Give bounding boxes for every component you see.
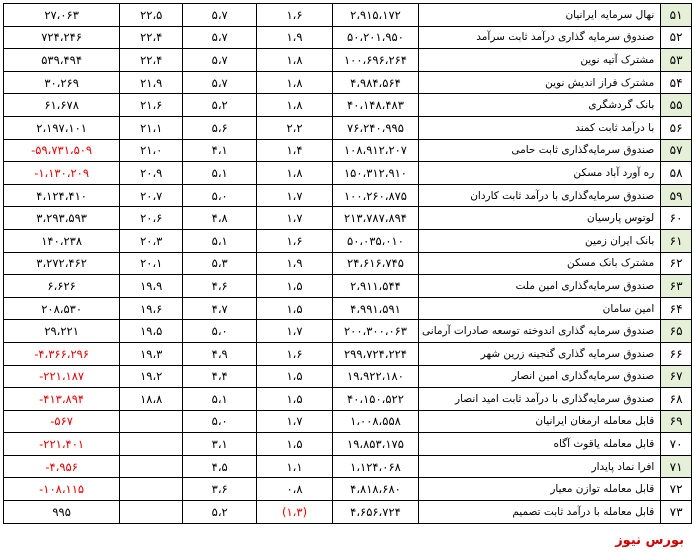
month-return-cell: ۱،۶ bbox=[257, 342, 333, 365]
return-value-cell: ۶،۶۲۶ bbox=[4, 275, 120, 298]
row-index-cell: ۷۳ bbox=[661, 501, 692, 524]
quarter-return-cell: ۵،۷ bbox=[183, 4, 257, 27]
month-return-cell: ۱،۵ bbox=[257, 365, 333, 388]
annual-return-cell: ۲۲،۵ bbox=[120, 4, 183, 27]
quarter-return-cell: ۵،۷ bbox=[183, 26, 257, 49]
month-return-cell: ۱،۸ bbox=[257, 162, 333, 185]
month-return-cell: ۱،۵ bbox=[257, 275, 333, 298]
fund-name-cell: صندوق سرمایه‌گذاری امین ملت bbox=[419, 275, 661, 298]
month-return-cell: (۱،۳) bbox=[257, 501, 333, 524]
quarter-return-cell: ۴،۹ bbox=[183, 342, 257, 365]
table-row bbox=[4, 26, 692, 49]
annual-return-cell: ۱۹،۶ bbox=[120, 297, 183, 320]
nav-cell: ۲۹۹،۷۲۴،۲۲۴ bbox=[332, 342, 418, 365]
quarter-return-cell: ۴،۷ bbox=[183, 297, 257, 320]
annual-return-cell: ۲۲،۴ bbox=[120, 26, 183, 49]
fund-name-cell: مشترک بانک مسکن bbox=[419, 252, 661, 275]
annual-return-cell bbox=[120, 455, 183, 478]
quarter-return-cell: ۵،۰ bbox=[183, 410, 257, 433]
annual-return-cell: ۱۸،۸ bbox=[120, 388, 183, 411]
quarter-return-cell: ۵،۶ bbox=[183, 116, 257, 139]
return-value-cell: -۵۶۷ bbox=[4, 410, 120, 433]
table-row bbox=[4, 410, 692, 433]
table-row bbox=[4, 297, 692, 320]
fund-name-cell: صندوق سرمایه‌گذاری با درآمد ثابت امید انصار bbox=[419, 388, 661, 411]
nav-cell: ۵۰،۰۳۵،۰۱۰ bbox=[332, 229, 418, 252]
return-value-cell: ۴،۱۲۴،۴۱۰ bbox=[4, 184, 120, 207]
month-return-cell: ۱،۸ bbox=[257, 49, 333, 72]
return-value-cell: ۵۳۹،۴۹۴ bbox=[4, 49, 120, 72]
return-value-cell: -۱،۱۳۰،۲۰۹ bbox=[4, 162, 120, 185]
fund-name-cell: لوتوس پارسیان bbox=[419, 207, 661, 230]
fund-name-cell: قابل معامله یاقوت آگاه bbox=[419, 433, 661, 456]
row-index-cell: ۶۸ bbox=[661, 388, 692, 411]
fund-name-cell: مشترک فراز اندیش نوین bbox=[419, 71, 661, 94]
table-row bbox=[4, 455, 692, 478]
nav-cell: ۱۰۰،۶۹۶،۲۶۴ bbox=[332, 49, 418, 72]
nav-cell: ۲۰۰،۳۰۰،۰۶۳ bbox=[332, 320, 418, 343]
quarter-return-cell: ۵،۷ bbox=[183, 49, 257, 72]
row-index-cell: ۵۴ bbox=[661, 71, 692, 94]
annual-return-cell: ۲۰،۳ bbox=[120, 229, 183, 252]
row-index-cell: ۶۵ bbox=[661, 320, 692, 343]
table-row bbox=[4, 71, 692, 94]
row-index-cell: ۶۲ bbox=[661, 252, 692, 275]
table-row bbox=[4, 275, 692, 298]
quarter-return-cell: ۵،۲ bbox=[183, 94, 257, 117]
quarter-return-cell: ۳،۶ bbox=[183, 478, 257, 501]
month-return-cell: ۲،۲ bbox=[257, 116, 333, 139]
table-row bbox=[4, 433, 692, 456]
return-value-cell: -۲۲۱،۴۰۱ bbox=[4, 433, 120, 456]
return-value-cell: -۴۱۳،۸۹۴ bbox=[4, 388, 120, 411]
month-return-cell: ۱،۸ bbox=[257, 94, 333, 117]
row-index-cell: ۶۱ bbox=[661, 229, 692, 252]
month-return-cell: ۱،۸ bbox=[257, 71, 333, 94]
quarter-return-cell: ۴،۵ bbox=[183, 455, 257, 478]
nav-cell: ۱۹،۸۵۳،۱۷۵ bbox=[332, 433, 418, 456]
row-index-cell: ۷۲ bbox=[661, 478, 692, 501]
row-index-cell: ۶۳ bbox=[661, 275, 692, 298]
return-value-cell: ۲۹،۲۲۱ bbox=[4, 320, 120, 343]
month-return-cell: ۱،۵ bbox=[257, 297, 333, 320]
row-index-cell: ۶۹ bbox=[661, 410, 692, 433]
return-value-cell: ۳۰،۲۶۹ bbox=[4, 71, 120, 94]
table-row bbox=[4, 4, 692, 27]
row-index-cell: ۶۴ bbox=[661, 297, 692, 320]
return-value-cell: ۹۹۵ bbox=[4, 501, 120, 524]
table-row bbox=[4, 252, 692, 275]
row-index-cell: ۷۰ bbox=[661, 433, 692, 456]
fund-name-cell: بانک گردشگری bbox=[419, 94, 661, 117]
return-value-cell: -۵۹،۷۳۱،۵۰۹ bbox=[4, 139, 120, 162]
row-index-cell: ۷۱ bbox=[661, 455, 692, 478]
nav-cell: ۴،۶۵۶،۷۲۴ bbox=[332, 501, 418, 524]
return-value-cell: ۲۷،۰۶۳ bbox=[4, 4, 120, 27]
month-return-cell: ۱،۷ bbox=[257, 207, 333, 230]
fund-name-cell: صندوق سرمایه گذاری اندوخته توسعه صادرات آرمانی bbox=[419, 320, 661, 343]
return-value-cell: ۱۴۰،۲۳۸ bbox=[4, 229, 120, 252]
nav-cell: ۲،۹۱۵،۱۷۲ bbox=[332, 4, 418, 27]
annual-return-cell: ۲۱،۱ bbox=[120, 116, 183, 139]
row-index-cell: ۵۳ bbox=[661, 49, 692, 72]
return-value-cell: -۱۰۸،۱۱۵ bbox=[4, 478, 120, 501]
nav-cell: ۲،۹۱۱،۵۴۴ bbox=[332, 275, 418, 298]
fund-name-cell: نهال سرمایه ایرانیان bbox=[419, 4, 661, 27]
table-row bbox=[4, 320, 692, 343]
row-index-cell: ۵۹ bbox=[661, 184, 692, 207]
annual-return-cell bbox=[120, 478, 183, 501]
table-row bbox=[4, 501, 692, 524]
annual-return-cell: ۲۱،۹ bbox=[120, 71, 183, 94]
nav-cell: ۱۰۰،۲۶۰،۸۷۵ bbox=[332, 184, 418, 207]
return-value-cell: ۳،۲۷۲،۴۶۲ bbox=[4, 252, 120, 275]
return-value-cell: ۳،۲۹۳،۵۹۳ bbox=[4, 207, 120, 230]
month-return-cell: ۱،۷ bbox=[257, 410, 333, 433]
quarter-return-cell: ۵،۳ bbox=[183, 252, 257, 275]
row-index-cell: ۵۷ bbox=[661, 139, 692, 162]
table-row bbox=[4, 388, 692, 411]
table-row bbox=[4, 365, 692, 388]
month-return-cell: ۱،۷ bbox=[257, 184, 333, 207]
row-index-cell: ۶۷ bbox=[661, 365, 692, 388]
annual-return-cell: ۲۰،۶ bbox=[120, 207, 183, 230]
quarter-return-cell: ۴،۶ bbox=[183, 275, 257, 298]
table-row bbox=[4, 162, 692, 185]
nav-cell: ۴۰،۱۴۸،۴۸۳ bbox=[332, 94, 418, 117]
nav-cell: ۷۶،۲۴۰،۹۹۵ bbox=[332, 116, 418, 139]
fund-name-cell: صندوق سرمایه گذاری درآمد ثابت سرآمد bbox=[419, 26, 661, 49]
row-index-cell: ۶۶ bbox=[661, 342, 692, 365]
fund-name-cell: صندوق سرمایه گذاری گنجینه زرین شهر bbox=[419, 342, 661, 365]
nav-cell: ۱۵۰،۳۱۲،۹۱۰ bbox=[332, 162, 418, 185]
return-value-cell: ۲،۱۹۷،۱۰۱ bbox=[4, 116, 120, 139]
annual-return-cell: ۱۹،۵ bbox=[120, 320, 183, 343]
nav-cell: ۴۰،۱۵۰،۵۲۲ bbox=[332, 388, 418, 411]
month-return-cell: ۱،۶ bbox=[257, 4, 333, 27]
annual-return-cell: ۲۲،۴ bbox=[120, 49, 183, 72]
fund-name-cell: قابل معامله با درآمد ثابت تصمیم bbox=[419, 501, 661, 524]
fund-name-cell: قابل معامله توازن معیار bbox=[419, 478, 661, 501]
row-index-cell: ۶۰ bbox=[661, 207, 692, 230]
month-return-cell: ۱،۱ bbox=[257, 455, 333, 478]
annual-return-cell: ۲۱،۶ bbox=[120, 94, 183, 117]
month-return-cell: ۰،۸ bbox=[257, 478, 333, 501]
return-value-cell: ۶۱،۶۷۸ bbox=[4, 94, 120, 117]
row-index-cell: ۵۸ bbox=[661, 162, 692, 185]
annual-return-cell: ۲۰،۱ bbox=[120, 252, 183, 275]
row-index-cell: ۵۱ bbox=[661, 4, 692, 27]
fund-name-cell: صندوق سرمایه‌گذاری با درآمد ثابت کاردان bbox=[419, 184, 661, 207]
nav-cell: ۴،۸۱۸،۶۸۰ bbox=[332, 478, 418, 501]
brand-logo: بورس نیوز bbox=[615, 533, 684, 548]
table-row bbox=[4, 94, 692, 117]
fund-name-cell: مشترک آتیه نوین bbox=[419, 49, 661, 72]
annual-return-cell: ۲۰،۹ bbox=[120, 162, 183, 185]
month-return-cell: ۱،۴ bbox=[257, 139, 333, 162]
table-row bbox=[4, 478, 692, 501]
quarter-return-cell: ۴،۱ bbox=[183, 139, 257, 162]
return-value-cell: ۷۲۴،۲۴۶ bbox=[4, 26, 120, 49]
table-row bbox=[4, 139, 692, 162]
nav-cell: ۵۰،۲۰۱،۹۵۰ bbox=[332, 26, 418, 49]
fund-name-cell: قابل معامله ارمغان ایرانیان bbox=[419, 410, 661, 433]
quarter-return-cell: ۴،۴ bbox=[183, 365, 257, 388]
nav-cell: ۴،۹۸۴،۵۶۴ bbox=[332, 71, 418, 94]
nav-cell: ۲۱۳،۷۸۷،۸۹۴ bbox=[332, 207, 418, 230]
table-row bbox=[4, 207, 692, 230]
annual-return-cell bbox=[120, 501, 183, 524]
month-return-cell: ۱،۵ bbox=[257, 433, 333, 456]
month-return-cell: ۱،۹ bbox=[257, 26, 333, 49]
return-value-cell: -۴،۹۵۶ bbox=[4, 455, 120, 478]
row-index-cell: ۵۵ bbox=[661, 94, 692, 117]
funds-table bbox=[3, 3, 692, 524]
fund-name-cell: امین سامان bbox=[419, 297, 661, 320]
table-row bbox=[4, 342, 692, 365]
fund-name-cell: صندوق سرمایه‌گذاری ثابت حامی bbox=[419, 139, 661, 162]
month-return-cell: ۱،۶ bbox=[257, 229, 333, 252]
fund-name-cell: با درآمد ثابت کمند bbox=[419, 116, 661, 139]
annual-return-cell: ۱۹،۲ bbox=[120, 365, 183, 388]
month-return-cell: ۱،۷ bbox=[257, 320, 333, 343]
nav-cell: ۱۰۸،۹۱۲،۲۰۷ bbox=[332, 139, 418, 162]
return-value-cell: -۲۲۱،۱۸۷ bbox=[4, 365, 120, 388]
quarter-return-cell: ۵،۲ bbox=[183, 501, 257, 524]
annual-return-cell: ۲۰،۷ bbox=[120, 184, 183, 207]
nav-cell: ۱،۰۰۸،۵۵۸ bbox=[332, 410, 418, 433]
nav-cell: ۲۴،۶۱۶،۷۴۵ bbox=[332, 252, 418, 275]
quarter-return-cell: ۳،۱ bbox=[183, 433, 257, 456]
quarter-return-cell: ۴،۸ bbox=[183, 207, 257, 230]
return-value-cell: ۲۰۸،۵۳۰ bbox=[4, 297, 120, 320]
quarter-return-cell: ۵،۰ bbox=[183, 184, 257, 207]
quarter-return-cell: ۵،۷ bbox=[183, 71, 257, 94]
fund-name-cell: افرا نماد پایدار bbox=[419, 455, 661, 478]
annual-return-cell bbox=[120, 410, 183, 433]
nav-cell: ۴،۹۹۱،۵۹۱ bbox=[332, 297, 418, 320]
fund-name-cell: صندوق سرمایه‌گذاری امین انصار bbox=[419, 365, 661, 388]
quarter-return-cell: ۵،۱ bbox=[183, 229, 257, 252]
annual-return-cell: ۱۹،۹ bbox=[120, 275, 183, 298]
month-return-cell: ۱،۹ bbox=[257, 252, 333, 275]
table-row bbox=[4, 229, 692, 252]
nav-cell: ۱،۱۲۴،۰۶۸ bbox=[332, 455, 418, 478]
annual-return-cell bbox=[120, 433, 183, 456]
month-return-cell: ۱،۵ bbox=[257, 388, 333, 411]
table-row bbox=[4, 49, 692, 72]
quarter-return-cell: ۵،۰ bbox=[183, 320, 257, 343]
row-index-cell: ۵۶ bbox=[661, 116, 692, 139]
fund-name-cell: ره آورد آباد مسکن bbox=[419, 162, 661, 185]
return-value-cell: -۴،۳۶۶،۲۹۶ bbox=[4, 342, 120, 365]
annual-return-cell: ۱۹،۳ bbox=[120, 342, 183, 365]
quarter-return-cell: ۵،۱ bbox=[183, 162, 257, 185]
row-index-cell: ۵۲ bbox=[661, 26, 692, 49]
annual-return-cell: ۲۱،۰ bbox=[120, 139, 183, 162]
fund-name-cell: بانک ایران زمین bbox=[419, 229, 661, 252]
table-row bbox=[4, 184, 692, 207]
nav-cell: ۱۹،۹۲۲،۱۸۰ bbox=[332, 365, 418, 388]
table-row bbox=[4, 116, 692, 139]
quarter-return-cell: ۵،۱ bbox=[183, 388, 257, 411]
